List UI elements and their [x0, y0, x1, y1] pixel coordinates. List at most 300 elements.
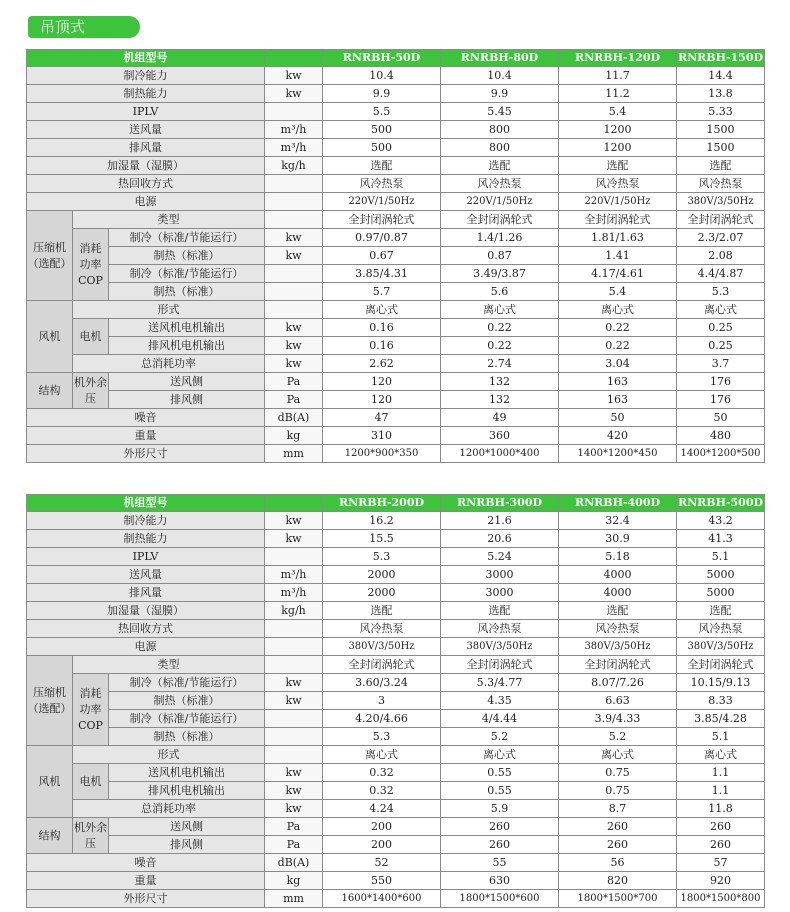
- value-cell: 选配: [441, 602, 559, 620]
- value-cell: 1.41: [559, 247, 677, 265]
- unit-cell: Pa: [265, 391, 323, 409]
- header-unit: [265, 50, 323, 67]
- value-cell: 10.4: [441, 67, 559, 85]
- row-label: 电源: [27, 193, 265, 211]
- unit-cell: [265, 265, 323, 283]
- value-cell: 380V/3/50Hz: [677, 638, 765, 656]
- value-cell: 离心式: [559, 301, 677, 319]
- unit-cell: kw: [265, 530, 323, 548]
- table-row: [27, 139, 765, 157]
- value-cell: 21.6: [441, 512, 559, 530]
- value-cell: 4.24: [323, 800, 441, 818]
- row-label: 制热能力: [27, 85, 265, 103]
- row-label: 外形尺寸: [27, 890, 265, 908]
- value-cell: 500: [323, 121, 441, 139]
- value-cell: 132: [441, 373, 559, 391]
- table-row: [27, 728, 765, 746]
- value-cell: 风冷热泵: [677, 175, 765, 193]
- value-cell: 820: [559, 872, 677, 890]
- row-label: 送风侧: [109, 373, 265, 391]
- value-cell: 11.8: [677, 800, 765, 818]
- row-label: 电源: [27, 638, 265, 656]
- value-cell: 6.63: [559, 692, 677, 710]
- table-row: [27, 121, 765, 139]
- value-cell: 11.2: [559, 85, 677, 103]
- unit-cell: [265, 620, 323, 638]
- value-cell: 380V/3/50Hz: [441, 638, 559, 656]
- table-row: [27, 818, 765, 836]
- value-cell: 50: [677, 409, 765, 427]
- value-cell: 2000: [323, 566, 441, 584]
- value-cell: 8.07/7.26: [559, 674, 677, 692]
- table-row: [27, 872, 765, 890]
- structure-group: 结构: [27, 373, 73, 409]
- unit-cell: kw: [265, 337, 323, 355]
- value-cell: 全封闭涡轮式: [677, 656, 765, 674]
- table-row: [27, 674, 765, 692]
- value-cell: 260: [441, 818, 559, 836]
- value-cell: 2.62: [323, 355, 441, 373]
- value-cell: 3.60/3.24: [323, 674, 441, 692]
- value-cell: 0.22: [441, 337, 559, 355]
- table-row: [27, 530, 765, 548]
- value-cell: 5.18: [559, 548, 677, 566]
- table-row: [27, 67, 765, 85]
- model-name: RNRBH-300D: [441, 495, 559, 512]
- value-cell: 5.33: [677, 103, 765, 121]
- table-row: [27, 301, 765, 319]
- row-label: 制热（标准）: [109, 283, 265, 301]
- row-label: 噪音: [27, 854, 265, 872]
- static-pressure-group: 机外余 压: [73, 818, 109, 854]
- value-cell: 4.4/4.87: [677, 265, 765, 283]
- row-label: 送风侧: [109, 818, 265, 836]
- value-cell: 260: [559, 836, 677, 854]
- fan-group: 风机: [27, 746, 73, 818]
- value-cell: 260: [441, 836, 559, 854]
- table-row: [27, 638, 765, 656]
- value-cell: 风冷热泵: [441, 175, 559, 193]
- value-cell: 0.55: [441, 782, 559, 800]
- value-cell: 120: [323, 373, 441, 391]
- table-row: [27, 265, 765, 283]
- value-cell: 5.3: [677, 283, 765, 301]
- value-cell: 260: [559, 818, 677, 836]
- value-cell: 选配: [559, 157, 677, 175]
- value-cell: 32.4: [559, 512, 677, 530]
- unit-cell: [265, 193, 323, 211]
- value-cell: 3.85/4.28: [677, 710, 765, 728]
- value-cell: 800: [441, 139, 559, 157]
- value-cell: 420: [559, 427, 677, 445]
- row-label: 送风量: [27, 121, 265, 139]
- unit-cell: [265, 175, 323, 193]
- model-name: RNRBH-400D: [559, 495, 677, 512]
- value-cell: 2000: [323, 584, 441, 602]
- header-unit: [265, 495, 323, 512]
- row-label: 制热（标准）: [109, 728, 265, 746]
- model-name: RNRBH-500D: [677, 495, 765, 512]
- spec-table-2: [26, 494, 765, 908]
- value-cell: 16.2: [323, 512, 441, 530]
- row-label: 排风机电机输出: [109, 337, 265, 355]
- table-row: [27, 800, 765, 818]
- row-label: 制冷（标准/节能运行）: [109, 265, 265, 283]
- value-cell: 4/4.44: [441, 710, 559, 728]
- value-cell: 3.49/3.87: [441, 265, 559, 283]
- table-row: [27, 656, 765, 674]
- row-label: 噪音: [27, 409, 265, 427]
- value-cell: 全封闭涡轮式: [559, 211, 677, 229]
- compressor-group: 压缩机 （选配）: [27, 211, 73, 301]
- row-label: 排风机电机输出: [109, 782, 265, 800]
- value-cell: 43.2: [677, 512, 765, 530]
- value-cell: 选配: [677, 157, 765, 175]
- value-cell: 50: [559, 409, 677, 427]
- value-cell: 480: [677, 427, 765, 445]
- table-row: [27, 602, 765, 620]
- value-cell: 5.4: [559, 103, 677, 121]
- model-name: RNRBH-50D: [323, 50, 441, 67]
- value-cell: 选配: [441, 157, 559, 175]
- table-row: [27, 391, 765, 409]
- table-header-row: [27, 50, 765, 67]
- value-cell: 5.1: [677, 548, 765, 566]
- unit-cell: [265, 548, 323, 566]
- row-label: IPLV: [27, 548, 265, 566]
- table-row: [27, 211, 765, 229]
- value-cell: 0.16: [323, 319, 441, 337]
- value-cell: 1400*1200*500: [677, 445, 765, 463]
- spec-table-1: [26, 49, 765, 463]
- table-header-row: [27, 495, 765, 512]
- value-cell: 5.3: [323, 548, 441, 566]
- value-cell: 4.20/4.66: [323, 710, 441, 728]
- value-cell: 9.9: [441, 85, 559, 103]
- row-label: 排风量: [27, 139, 265, 157]
- value-cell: 全封闭涡轮式: [559, 656, 677, 674]
- section-title: 吊顶式: [28, 16, 140, 38]
- value-cell: 1200*900*350: [323, 445, 441, 463]
- value-cell: 1800*1500*800: [677, 890, 765, 908]
- value-cell: 200: [323, 836, 441, 854]
- value-cell: 离心式: [677, 301, 765, 319]
- value-cell: 4000: [559, 584, 677, 602]
- value-cell: 1.1: [677, 782, 765, 800]
- value-cell: 47: [323, 409, 441, 427]
- unit-cell: mm: [265, 445, 323, 463]
- motor-group: 电机: [73, 319, 109, 355]
- value-cell: 220V/1/50Hz: [559, 193, 677, 211]
- unit-cell: kw: [265, 229, 323, 247]
- table-row: [27, 710, 765, 728]
- value-cell: 1600*1400*600: [323, 890, 441, 908]
- unit-cell: [265, 638, 323, 656]
- value-cell: 5.3/4.77: [441, 674, 559, 692]
- value-cell: 0.55: [441, 764, 559, 782]
- value-cell: 2.08: [677, 247, 765, 265]
- value-cell: 1200*1000*400: [441, 445, 559, 463]
- value-cell: 15.5: [323, 530, 441, 548]
- unit-cell: kw: [265, 764, 323, 782]
- unit-cell: kw: [265, 692, 323, 710]
- table-row: [27, 854, 765, 872]
- table-row: [27, 782, 765, 800]
- value-cell: 49: [441, 409, 559, 427]
- row-label: 制冷（标准/节能运行）: [109, 710, 265, 728]
- table-row: [27, 584, 765, 602]
- value-cell: 220V/1/50Hz: [441, 193, 559, 211]
- unit-cell: kg/h: [265, 602, 323, 620]
- row-label: 制热（标准）: [109, 247, 265, 265]
- value-cell: 1500: [677, 121, 765, 139]
- unit-cell: Pa: [265, 373, 323, 391]
- value-cell: 550: [323, 872, 441, 890]
- value-cell: 2.3/2.07: [677, 229, 765, 247]
- row-label: 外形尺寸: [27, 445, 265, 463]
- value-cell: 13.8: [677, 85, 765, 103]
- row-label: 形式: [73, 301, 265, 319]
- table-row: [27, 409, 765, 427]
- value-cell: 132: [441, 391, 559, 409]
- header-model-label: 机组型号: [27, 495, 265, 512]
- motor-group: 电机: [73, 764, 109, 800]
- value-cell: 3.9/4.33: [559, 710, 677, 728]
- value-cell: 220V/1/50Hz: [323, 193, 441, 211]
- unit-cell: kw: [265, 247, 323, 265]
- value-cell: 30.9: [559, 530, 677, 548]
- table-row: [27, 247, 765, 265]
- row-label: 加湿量（湿膜）: [27, 157, 265, 175]
- unit-cell: dB(A): [265, 409, 323, 427]
- table-row: [27, 746, 765, 764]
- value-cell: 8.7: [559, 800, 677, 818]
- value-cell: 5.2: [559, 728, 677, 746]
- table-row: [27, 229, 765, 247]
- value-cell: 风冷热泵: [559, 175, 677, 193]
- value-cell: 310: [323, 427, 441, 445]
- value-cell: 9.9: [323, 85, 441, 103]
- value-cell: 全封闭涡轮式: [441, 656, 559, 674]
- row-label: 送风机电机输出: [109, 319, 265, 337]
- table-row: [27, 283, 765, 301]
- unit-cell: [265, 728, 323, 746]
- value-cell: 0.16: [323, 337, 441, 355]
- value-cell: 3.85/4.31: [323, 265, 441, 283]
- value-cell: 0.32: [323, 782, 441, 800]
- table-row: [27, 512, 765, 530]
- value-cell: 5.9: [441, 800, 559, 818]
- value-cell: 260: [677, 818, 765, 836]
- value-cell: 风冷热泵: [323, 620, 441, 638]
- table-row: [27, 427, 765, 445]
- value-cell: 风冷热泵: [323, 175, 441, 193]
- value-cell: 5.7: [323, 283, 441, 301]
- value-cell: 500: [323, 139, 441, 157]
- value-cell: 离心式: [677, 746, 765, 764]
- row-label: 热回收方式: [27, 620, 265, 638]
- row-label: 热回收方式: [27, 175, 265, 193]
- table-row: [27, 103, 765, 121]
- value-cell: 5.4: [559, 283, 677, 301]
- value-cell: 1.81/1.63: [559, 229, 677, 247]
- unit-cell: Pa: [265, 818, 323, 836]
- table-row: [27, 175, 765, 193]
- value-cell: 全封闭涡轮式: [677, 211, 765, 229]
- unit-cell: [265, 211, 323, 229]
- model-name: RNRBH-200D: [323, 495, 441, 512]
- value-cell: 0.22: [559, 337, 677, 355]
- value-cell: 57: [677, 854, 765, 872]
- unit-cell: m³/h: [265, 139, 323, 157]
- value-cell: 离心式: [441, 746, 559, 764]
- value-cell: 3.7: [677, 355, 765, 373]
- unit-cell: Pa: [265, 836, 323, 854]
- row-label: 重量: [27, 872, 265, 890]
- row-label: 制热能力: [27, 530, 265, 548]
- table-row: [27, 337, 765, 355]
- value-cell: 5000: [677, 566, 765, 584]
- value-cell: 1800*1500*700: [559, 890, 677, 908]
- table-row: [27, 157, 765, 175]
- value-cell: 4.35: [441, 692, 559, 710]
- value-cell: 0.22: [559, 319, 677, 337]
- value-cell: 离心式: [559, 746, 677, 764]
- row-label: 排风侧: [109, 836, 265, 854]
- row-label: 送风机电机输出: [109, 764, 265, 782]
- table-row: [27, 764, 765, 782]
- value-cell: 55: [441, 854, 559, 872]
- value-cell: 0.75: [559, 764, 677, 782]
- value-cell: 120: [323, 391, 441, 409]
- value-cell: 离心式: [323, 746, 441, 764]
- value-cell: 176: [677, 373, 765, 391]
- unit-cell: kw: [265, 319, 323, 337]
- table-row: [27, 193, 765, 211]
- table-row: [27, 445, 765, 463]
- row-label: 总消耗功率: [73, 355, 265, 373]
- value-cell: 10.15/9.13: [677, 674, 765, 692]
- value-cell: 1800*1500*600: [441, 890, 559, 908]
- unit-cell: kw: [265, 355, 323, 373]
- value-cell: 800: [441, 121, 559, 139]
- compressor-group: 压缩机 （选配）: [27, 656, 73, 746]
- table-row: [27, 620, 765, 638]
- value-cell: 1200: [559, 121, 677, 139]
- value-cell: 52: [323, 854, 441, 872]
- table-row: [27, 355, 765, 373]
- value-cell: 1.1: [677, 764, 765, 782]
- row-label: 制冷（标准/节能运行）: [109, 229, 265, 247]
- value-cell: 920: [677, 872, 765, 890]
- consumption-cop-group: 消耗 功率 COP: [73, 674, 109, 746]
- value-cell: 56: [559, 854, 677, 872]
- model-name: RNRBH-150D: [677, 50, 765, 67]
- unit-cell: kw: [265, 512, 323, 530]
- value-cell: 1400*1200*450: [559, 445, 677, 463]
- unit-cell: kg: [265, 872, 323, 890]
- table-row: [27, 548, 765, 566]
- value-cell: 5.6: [441, 283, 559, 301]
- unit-cell: kg: [265, 427, 323, 445]
- value-cell: 5.45: [441, 103, 559, 121]
- value-cell: 全封闭涡轮式: [441, 211, 559, 229]
- value-cell: 11.7: [559, 67, 677, 85]
- value-cell: 360: [441, 427, 559, 445]
- value-cell: 41.3: [677, 530, 765, 548]
- value-cell: 1500: [677, 139, 765, 157]
- value-cell: 3000: [441, 584, 559, 602]
- value-cell: 176: [677, 391, 765, 409]
- unit-cell: [265, 283, 323, 301]
- value-cell: 1200: [559, 139, 677, 157]
- value-cell: 3000: [441, 566, 559, 584]
- fan-group: 风机: [27, 301, 73, 373]
- row-label: 加湿量（湿膜）: [27, 602, 265, 620]
- row-label: 总消耗功率: [73, 800, 265, 818]
- value-cell: 5.5: [323, 103, 441, 121]
- model-name: RNRBH-120D: [559, 50, 677, 67]
- value-cell: 10.4: [323, 67, 441, 85]
- table-row: [27, 319, 765, 337]
- value-cell: 全封闭涡轮式: [323, 211, 441, 229]
- table-row: [27, 890, 765, 908]
- unit-cell: kw: [265, 674, 323, 692]
- row-label: 制冷能力: [27, 67, 265, 85]
- structure-group: 结构: [27, 818, 73, 854]
- value-cell: 风冷热泵: [677, 620, 765, 638]
- value-cell: 0.22: [441, 319, 559, 337]
- model-name: RNRBH-80D: [441, 50, 559, 67]
- table-row: [27, 85, 765, 103]
- value-cell: 选配: [323, 157, 441, 175]
- table-row: [27, 566, 765, 584]
- unit-cell: [265, 710, 323, 728]
- value-cell: 20.6: [441, 530, 559, 548]
- value-cell: 0.97/0.87: [323, 229, 441, 247]
- value-cell: 0.25: [677, 337, 765, 355]
- value-cell: 0.67: [323, 247, 441, 265]
- unit-cell: [265, 746, 323, 764]
- value-cell: 5.1: [677, 728, 765, 746]
- value-cell: 8.33: [677, 692, 765, 710]
- value-cell: 5.24: [441, 548, 559, 566]
- value-cell: 0.25: [677, 319, 765, 337]
- value-cell: 14.4: [677, 67, 765, 85]
- row-label: 类型: [73, 211, 265, 229]
- value-cell: 0.32: [323, 764, 441, 782]
- table-row: [27, 373, 765, 391]
- unit-cell: m³/h: [265, 566, 323, 584]
- row-label: 类型: [73, 656, 265, 674]
- unit-cell: kw: [265, 67, 323, 85]
- value-cell: 630: [441, 872, 559, 890]
- value-cell: 380V/3/50Hz: [559, 638, 677, 656]
- unit-cell: mm: [265, 890, 323, 908]
- unit-cell: [265, 301, 323, 319]
- value-cell: 5000: [677, 584, 765, 602]
- row-label: 排风侧: [109, 391, 265, 409]
- value-cell: 3: [323, 692, 441, 710]
- value-cell: 风冷热泵: [559, 620, 677, 638]
- unit-cell: kg/h: [265, 157, 323, 175]
- value-cell: 380V/3/50Hz: [323, 638, 441, 656]
- row-label: 制冷（标准/节能运行）: [109, 674, 265, 692]
- value-cell: 选配: [677, 602, 765, 620]
- unit-cell: m³/h: [265, 121, 323, 139]
- header-model-label: 机组型号: [27, 50, 265, 67]
- row-label: 重量: [27, 427, 265, 445]
